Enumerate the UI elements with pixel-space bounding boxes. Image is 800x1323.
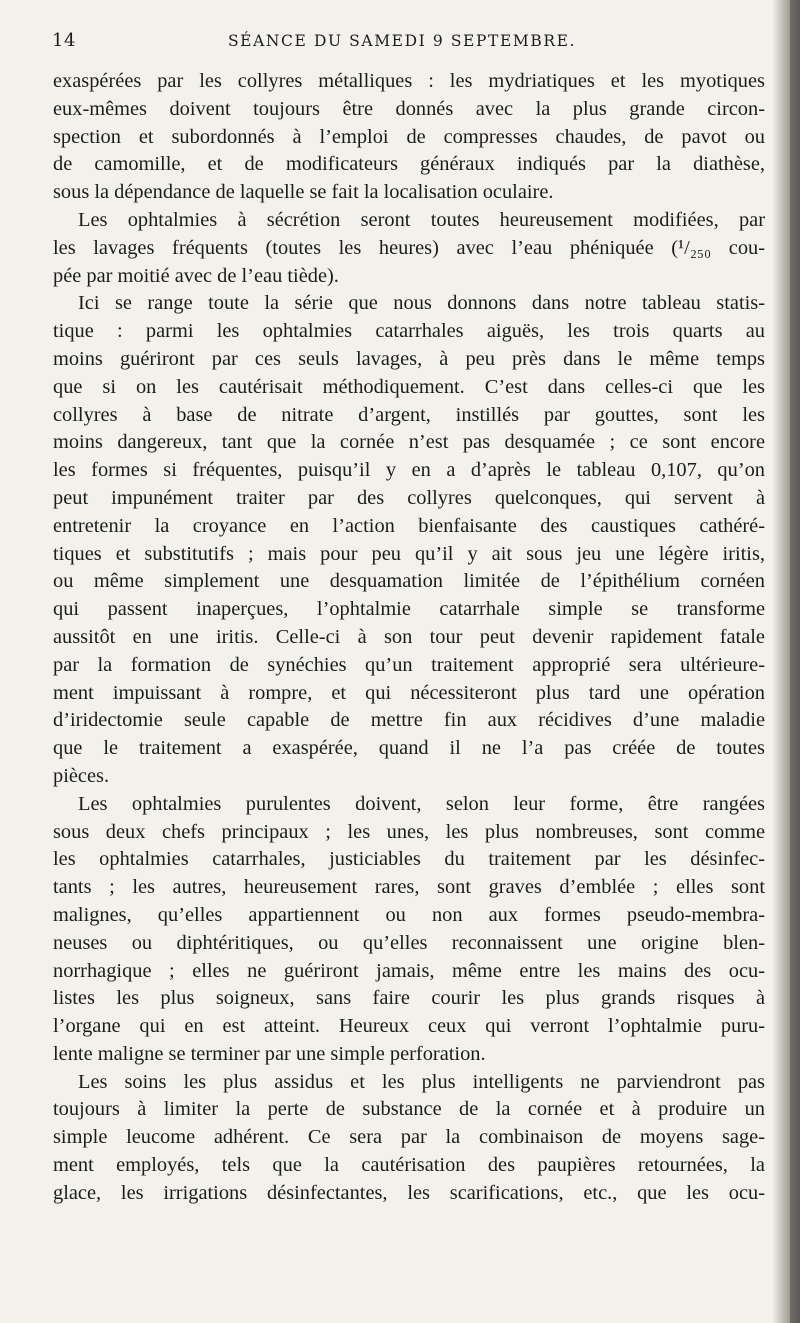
text-line: exaspérées par les collyres métalliques : les mydriatiques et les myotiques: [53, 70, 765, 92]
text-line: d’iridectomie seule capable de mettre fin aux récidives d’une maladie: [53, 709, 765, 732]
text-line: tants ; les autres, heureusement rares, sont graves d’emblée ; elles sont: [53, 876, 765, 899]
text-line: de camomille, et de modificateurs généraux indiqués par la diathèse,: [53, 153, 765, 176]
text-line: neuses ou diphtéritiques, ou qu’elles reconnaissent une origine blen-: [53, 931, 765, 954]
text-line: entretenir la croyance en l’action bienfaisante des caustiques cathéré-: [53, 514, 765, 537]
text-line: spection et subordonnés à l’emploi de compresses chaudes, de pavot ou: [53, 125, 765, 148]
text-line: norrhagique ; elles ne guériront jamais, même entre les mains des ocu-: [53, 959, 765, 982]
text-line: les formes si fréquentes, puisqu’il y en a d’après le tableau 0,107, qu’on: [53, 459, 765, 482]
body-text: [53, 68, 765, 1208]
text-line: glace, les irrigations désinfectantes, les scarifications, etc., que les ocu-: [53, 1181, 765, 1204]
text-line: Les ophtalmies à sécrétion seront toutes heureusement modifiées, par: [78, 208, 765, 231]
text-line: simple leucome adhérent. Ce sera par la combinaison de moyens sage-: [53, 1126, 765, 1149]
text-line: listes les plus soigneux, sans faire courir les plus grands risques à: [53, 987, 765, 1010]
text-line: Ici se range toute la série que nous donnons dans notre tableau statis-: [78, 292, 765, 315]
text-line: tique : parmi les ophtalmies catarrhales aiguës, les trois quarts au: [53, 320, 765, 343]
text-line: ment employés, tels que la cautérisation des paupières retournées, la: [53, 1154, 765, 1177]
text-line: ou même simplement une desquamation limitée de l’épithélium cornéen: [53, 570, 765, 593]
text-line: par la formation de synéchies qu’un traitement approprié sera ultérieure-: [53, 653, 765, 676]
text-line: collyres à base de nitrate d’argent, instillés par gouttes, sont les: [53, 403, 765, 426]
text-line: les ophtalmies catarrhales, justiciables du traitement par les désinfec-: [53, 848, 765, 871]
text-line: toujours à limiter la perte de substance de la cornée et à produire un: [53, 1098, 765, 1121]
text-line: les lavages fréquents (toutes les heures) avec l’eau phéniquée (¹/₂₅₀ cou-: [53, 236, 765, 259]
text-line: Les soins les plus assidus et les plus intelligents ne parviendront pas: [78, 1070, 765, 1093]
text-line: Les ophtalmies purulentes doivent, selon leur forme, être rangées: [78, 792, 765, 815]
text-line: que si on les cautérisait méthodiquement. C’est dans celles-ci que les: [53, 375, 765, 398]
text-line: ment impuissant à rompre, et qui nécessiteront plus tard une opération: [53, 681, 765, 704]
text-line: peut impunément traiter par des collyres quelconques, qui servent à: [53, 486, 765, 509]
text-line: malignes, qu’elles appartiennent ou non aux formes pseudo-membra-: [53, 903, 765, 926]
text-line: lente maligne se terminer par une simple perforation.: [53, 1042, 486, 1065]
text-line: moins dangereux, tant que la cornée n’est pas desquamée ; ce sont encore: [53, 431, 765, 454]
text-line: l’organe qui en est atteint. Heureux ceux qui verront l’ophtalmie puru-: [53, 1015, 765, 1038]
text-line: tiques et substitutifs ; mais pour peu qu’il y ait sous jeu une légère iritis,: [53, 542, 765, 565]
page-header: [52, 30, 752, 54]
text-line: pièces.: [53, 764, 110, 787]
text-line: qui passent inaperçues, l’ophtalmie catarrhale simple se transforme: [53, 598, 765, 621]
book-spine-edge: [790, 0, 800, 1323]
text-line: sous deux chefs principaux ; les unes, les plus nombreuses, sont comme: [53, 820, 765, 843]
text-line: que le traitement a exaspérée, quand il ne l’a pas créée de toutes: [53, 737, 765, 760]
text-line: sous la dépendance de laquelle se fait la localisation oculaire.: [53, 181, 554, 204]
text-line: moins guériront par ces seuls lavages, à peu près dans le même temps: [53, 347, 765, 370]
page-number: 14: [52, 30, 76, 51]
text-line: eux-mêmes doivent toujours être donnés avec la plus grande circon-: [53, 97, 765, 120]
running-title: SÉANCE DU SAMEDI 9 SEPTEMBRE.: [227, 32, 577, 50]
text-line: aussitôt en une iritis. Celle-ci à son tour peut devenir rapidement fatale: [53, 625, 765, 648]
text-line: pée par moitié avec de l’eau tiède).: [53, 264, 339, 287]
